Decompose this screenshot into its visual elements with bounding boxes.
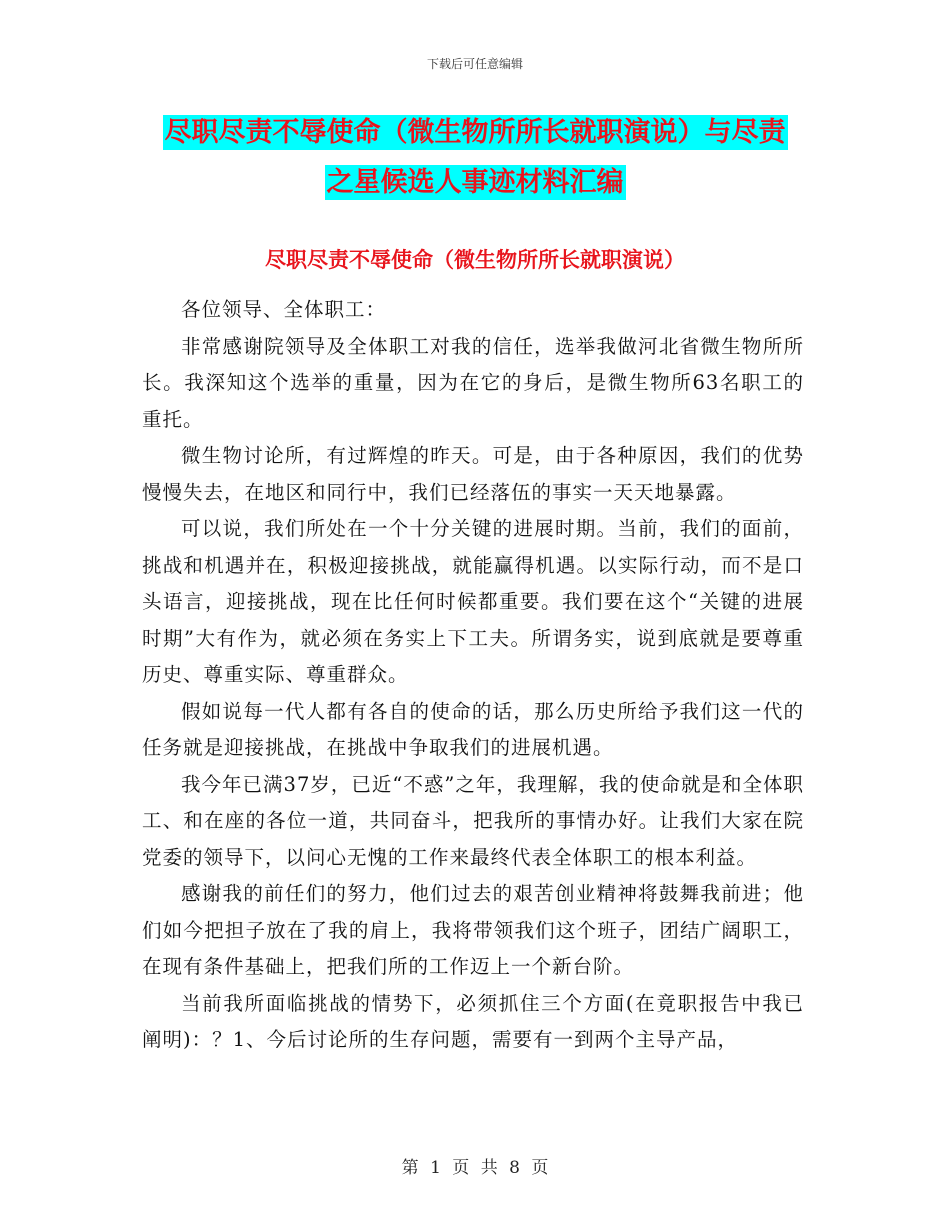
body-paragraph: 假如说每一代人都有各自的使命的话，那么历史所给予我们这一代的任务就是迎接挑战，在挑战中争取我们的进展机遇。 [142, 699, 804, 759]
page-footer: 第 1 页 共 8 页 [401, 1158, 549, 1178]
section-title: 尽职尽责不辱使命（微生物所所长就职演说） [265, 247, 685, 272]
body-paragraph: 当前我所面临挑战的情势下，必须抓住三个方面(在竟职报告中我已阐明)：？1、今后讨论所的生存问题，需要有一到两个主导产品， [142, 991, 804, 1051]
document-title [140, 108, 810, 208]
document-title-line1: 尽职尽责不辱使命（微生物所所长就职演说）与尽责 [164, 117, 786, 148]
body-paragraph: 感谢我的前任们的努力，他们过去的艰苦创业精神将鼓舞我前进；他们如今把担子放在了我的肩上，我将带领我们这个班子，团结广阔职工，在现有条件基础上，把我们所的工作迈上一个新台阶。 [142, 882, 804, 978]
document-title-line2: 之星候选人事迹材料汇编 [326, 167, 624, 198]
body-paragraph: 非常感谢院领导及全体职工对我的信任，选举我做河北省微生物所所长。我深知这个选举的重量，因为在它的身后，是微生物所63名职工的重托。 [142, 334, 804, 431]
body-paragraph: 微生物讨论所，有过辉煌的昨天。可是，由于各种原因，我们的优势慢慢失去，在地区和同行中，我们已经落伍的事实一天天地暴露。 [142, 444, 804, 504]
header-note: 下载后可任意编辑 [426, 57, 523, 71]
body-paragraph: 可以说，我们所处在一个十分关键的进展时期。当前，我们的面前，挑战和机遇并在，积极迎接挑战，就能赢得机遇。以实际行动，而不是口头语言，迎接挑战，现在比任何时候都重要。我们要在这个“关键的进展时期”大有作为，就必须在务实上下工夫。所谓务实，说到底就是要尊重历史、尊重实际、尊重群众。 [142, 517, 804, 686]
body-paragraph: 我今年已满37岁，已近“不惑”之年，我理解，我的使命就是和全体职工、和在座的各位一道，共同奋斗，把我所的事情办好。让我们大家在院党委的领导下，以问心无愧的工作来最终代表全体职工的根本利益。 [142, 772, 804, 869]
document-body [142, 292, 804, 1059]
salutation-paragraph: 各位领导、全体职工： [181, 298, 387, 321]
